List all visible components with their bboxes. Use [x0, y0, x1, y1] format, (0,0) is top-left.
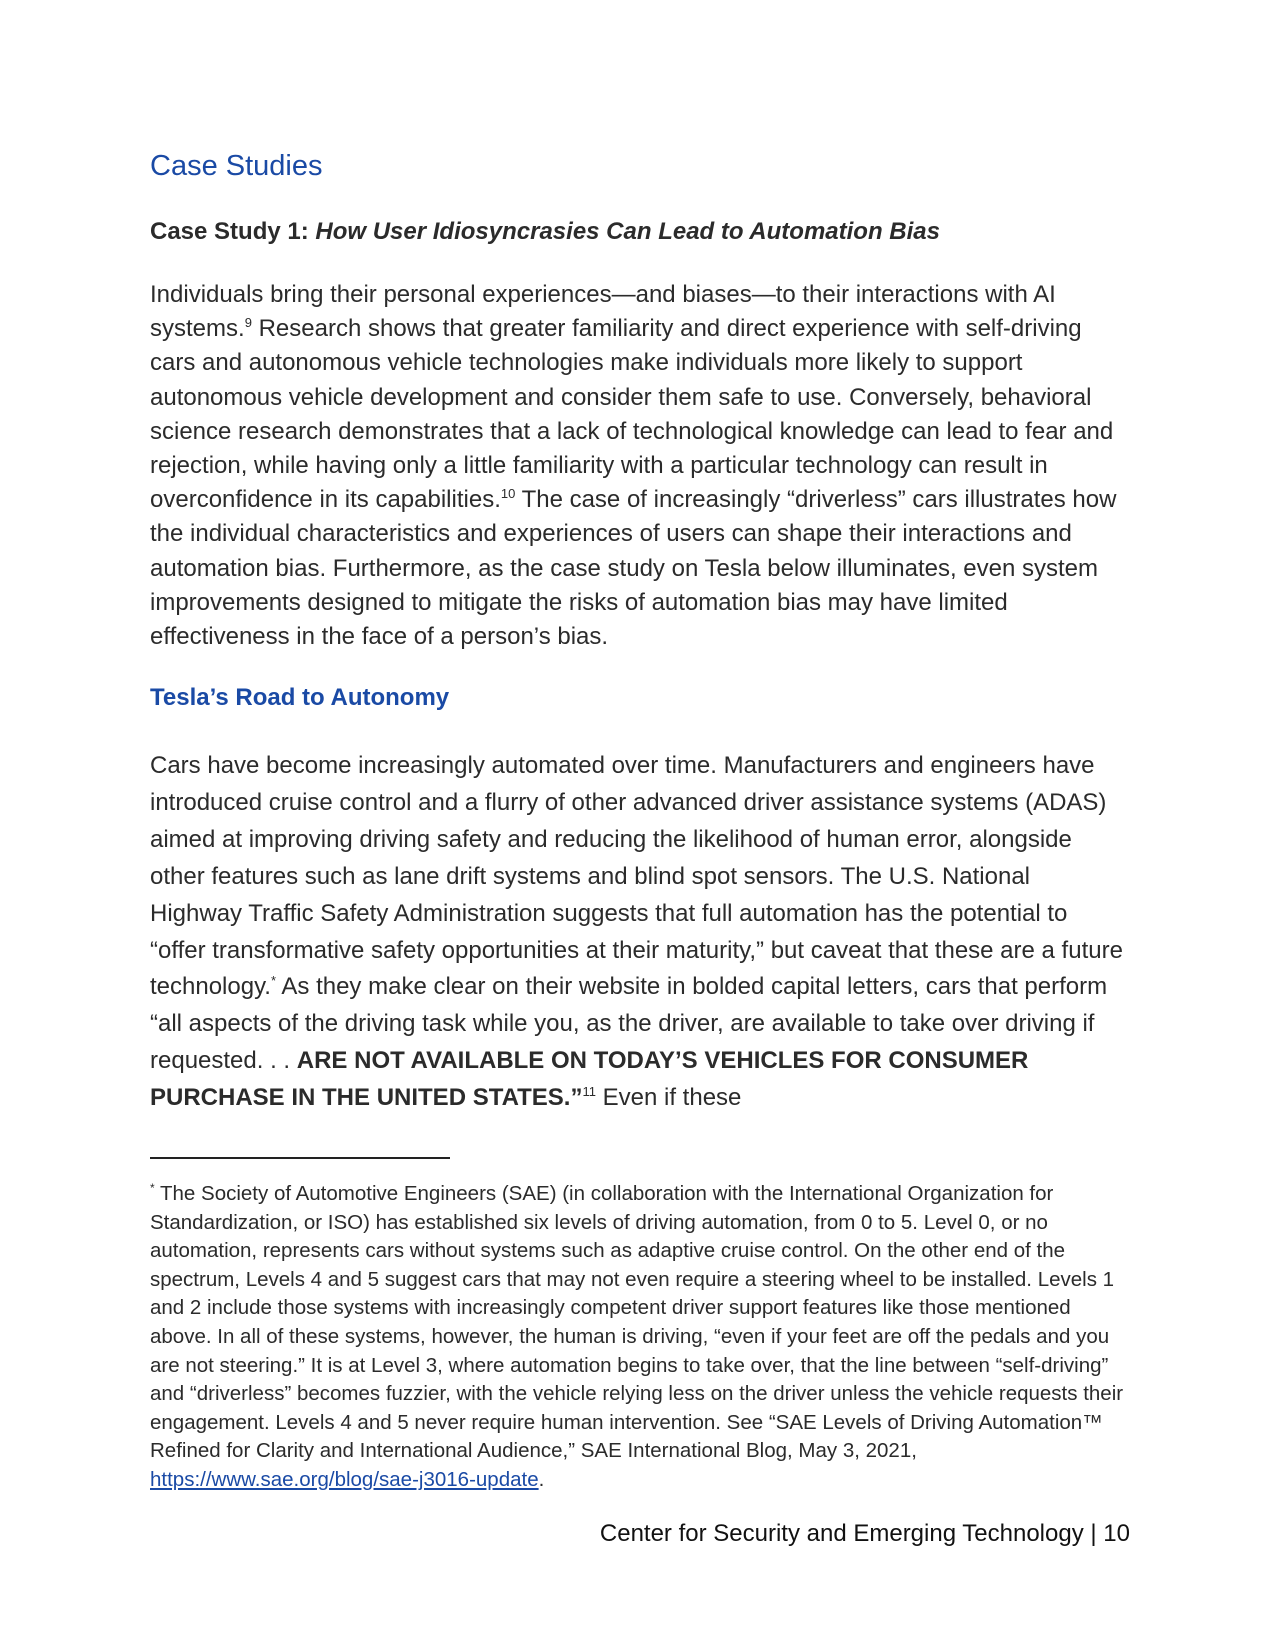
para1-text-1: Individuals bring their personal experiences—and biases—to their interactions with AI systems.	[150, 281, 1056, 343]
sae-blog-link[interactable]: https://www.sae.org/blog/sae-j3016-update	[150, 1467, 539, 1491]
footer-separator: |	[1083, 1520, 1104, 1547]
case-study-label: Case Study 1:	[150, 218, 309, 245]
para2-text-1: Cars have become increasingly automated over time. Manufacturers and engineers have introduced cruise control and a flurry of other advanced driver assistance systems (ADAS) aimed at improving driving safety and reducing the likelihood of human error, alongside other features such as lane drift systems and blind spot sensors. The U.S. National Highway Traffic Safety Administration suggests that full automation has the potential to “offer transformative safety opportunities at their maturity,” but caveat that these are a future technology.	[150, 752, 1123, 1001]
para1-text-2: Research shows that greater familiarity and direct experience with self-driving cars and autonomous vehicle technologies make individuals more likely to support autonomous vehicle development and consider them safe to use. Conversely, behavioral science research demonstrates that a lack of technological knowledge can lead to fear and rejection, while having only a little familiarity with a particular technology can result in overconfidence in its capabilities.	[150, 315, 1114, 514]
para2-text-2: As they make clear on their website in bolded capital letters, cars that perform “all aspects of the driving task while you, as the driver, are available to take over driving if requested. . .	[150, 973, 1108, 1075]
section-title: Case Studies	[150, 150, 323, 182]
endnote-ref-9[interactable]: 9	[244, 315, 252, 331]
footer-org: Center for Security and Emerging Technology	[599, 1520, 1084, 1547]
footnote-ref-asterisk[interactable]: *	[270, 973, 277, 989]
para2-bold-quote: ARE NOT AVAILABLE ON TODAY’S VEHICLES FOR CONSUMER PURCHASE IN THE UNITED STATES.”	[150, 1047, 1029, 1112]
tesla-subheading: Tesla’s Road to Autonomy	[150, 684, 450, 711]
case-study-title: How User Idiosyncrasies Can Lead to Automation Bias	[315, 218, 940, 245]
tesla-paragraph	[150, 748, 1125, 1117]
page-number: 10	[1103, 1520, 1130, 1547]
footnote-marker: *	[150, 1181, 155, 1196]
footnote-text: The Society of Automotive Engineers (SAE) (in collaboration with the International Organization for Standardization, or ISO) has established six levels of driving automation, from 0 to 5. Level 0, or no automation, represents cars without systems such as adaptive cruise control. On the other end of the spectrum, Levels 4 and 5 suggest cars that may not even require a steering wheel to be installed. Levels 1 and 2 include those systems with increasingly competent driver support features like those mentioned above. In all of these systems, however, the human is driving, “even if your feet are off the pedals and you are not steering.” It is at Level 3, where automation begins to take over, that the line between “self-driving” and “driverless” becomes fuzzier, with the vehicle relying less on the driver unless the vehicle requests their engagement. Levels 4 and 5 never require human intervention. See “SAE Levels of Driving Automation™ Refined for Clarity and International Audience,” SAE International Blog, May 3, 2021,	[150, 1182, 1124, 1463]
para2-text-3: Even if these	[595, 1084, 742, 1112]
endnote-ref-10[interactable]: 10	[500, 486, 516, 502]
footnote-divider	[150, 1157, 450, 1159]
footnote	[150, 1180, 1125, 1495]
document-page	[150, 0, 1130, 1650]
case-study-heading	[150, 218, 940, 246]
intro-paragraph	[150, 278, 1125, 654]
para1-text-3: The case of increasingly “driverless” cars illustrates how the individual characteristics and experiences of users can shape their interactions and automation bias. Furthermore, as the case study on Tesla below illuminates, even system improvements designed to mitigate the risks of automation bias may have limited effectiveness in the face of a person’s bias.	[150, 486, 1117, 651]
endnote-ref-11[interactable]: 11	[582, 1084, 596, 1100]
footnote-end: .	[538, 1467, 545, 1491]
page-footer	[600, 1520, 1130, 1548]
